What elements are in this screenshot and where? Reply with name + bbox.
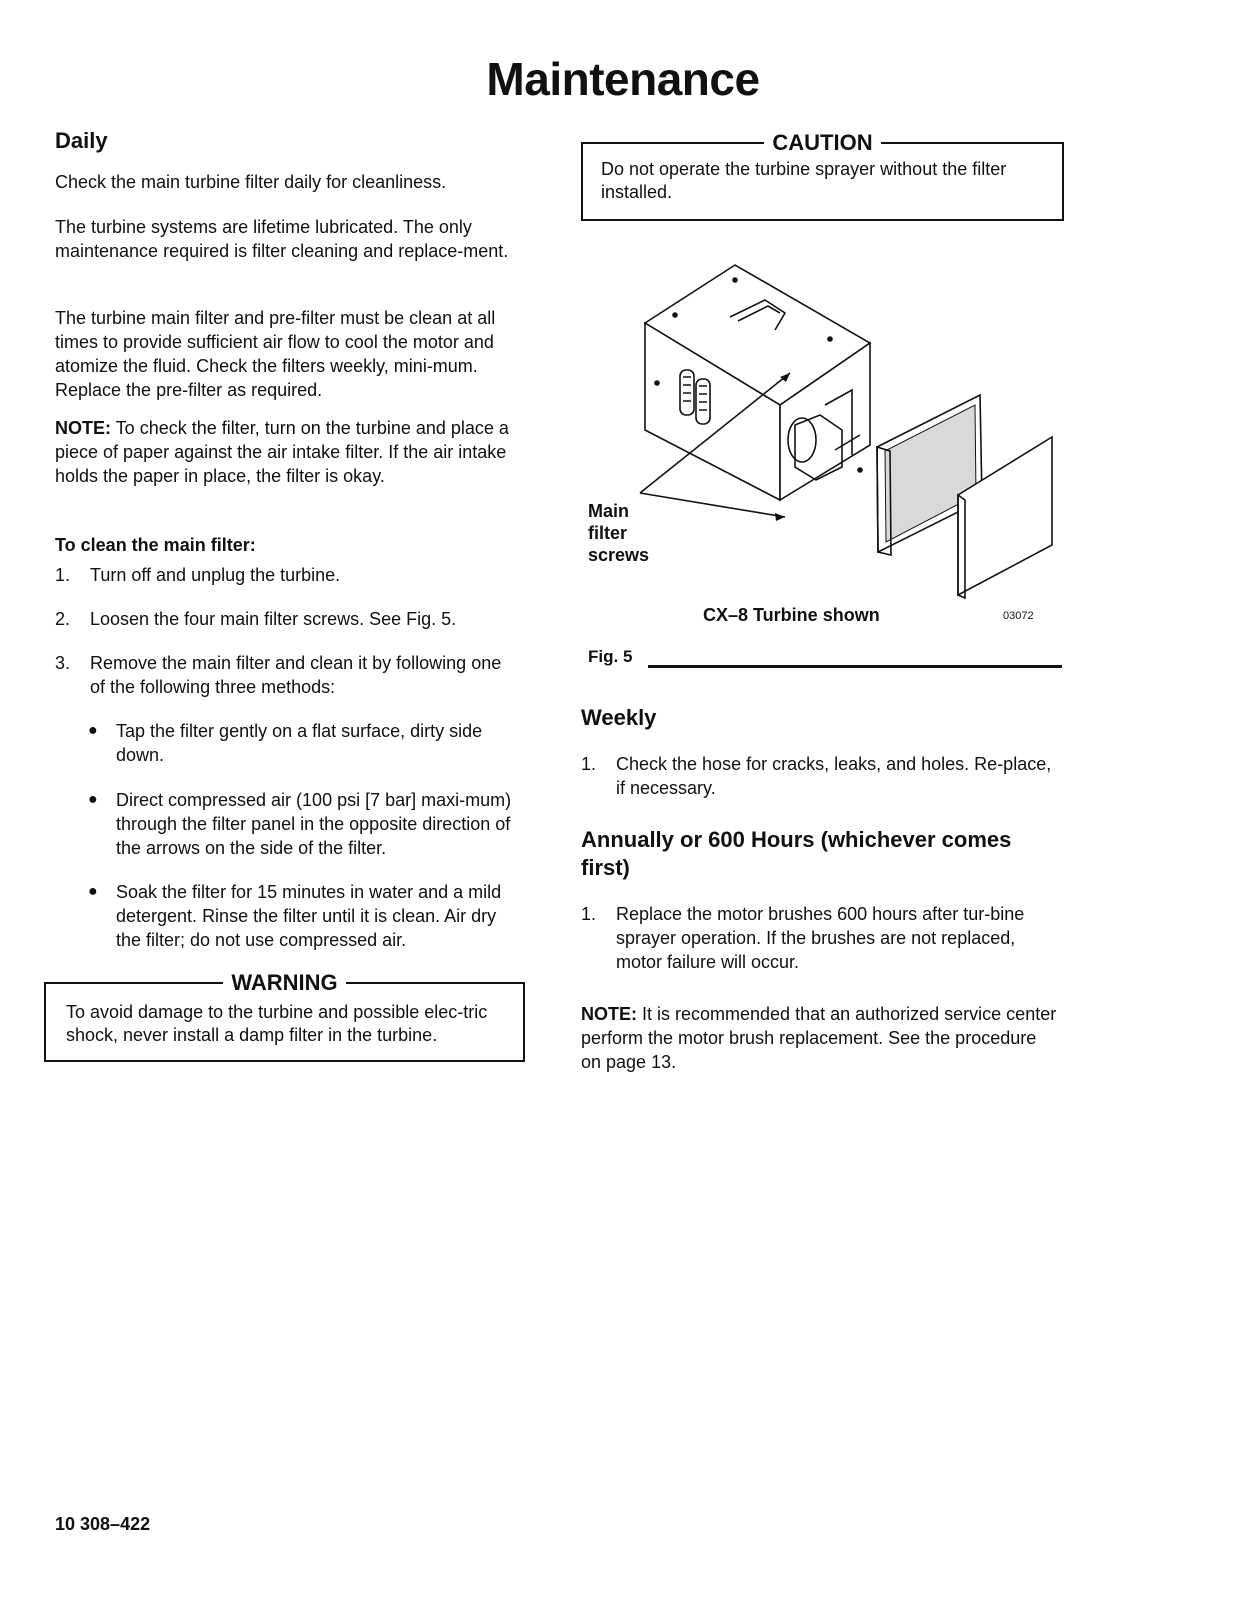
- step-number: 1.: [581, 754, 597, 774]
- step-text: Remove the main filter and clean it by following one of the following three methods:: [90, 653, 502, 697]
- page-footer: 10 308–422: [55, 1514, 151, 1534]
- bullet-icon: ●: [88, 791, 98, 808]
- annually-note: [581, 1002, 1059, 1074]
- bullet-icon: ●: [88, 722, 98, 739]
- bullet-text: Direct compressed air (100 psi [7 bar] maxi-mum) through the filter panel in the opposite direction of the arrows on the side of the filter.: [116, 790, 512, 858]
- page-title: Maintenance: [486, 53, 760, 105]
- turbine-illustration: [580, 255, 1060, 605]
- daily-paragraph-1: Check the main turbine filter daily for cleanliness.: [55, 172, 447, 192]
- note-text: It is recommended that an authorized service center perform the motor brush replacement. See the procedure on page 13.: [581, 1004, 1057, 1072]
- step-number: 3.: [55, 653, 71, 673]
- weekly-heading: Weekly: [581, 705, 657, 730]
- warning-box: [44, 970, 525, 1062]
- callout-text-main: Main: [588, 501, 630, 521]
- callout-text-filter: filter: [588, 523, 628, 543]
- bullet-icon: ●: [88, 883, 98, 900]
- figure-code: 03072: [1003, 610, 1034, 622]
- daily-paragraph-3: The turbine main filter and pre-filter must be clean at all times to provide sufficient air flow to cool the motor and atomize the fluid. Check the filters weekly, mini-mum. Replace the pre-filter as required.: [55, 308, 496, 400]
- step-number: 1.: [55, 565, 71, 585]
- figure-caption: CX–8 Turbine shown: [703, 605, 880, 625]
- step-text: Loosen the four main filter screws. See Fig. 5.: [90, 609, 457, 629]
- warning-label: WARNING: [223, 970, 345, 995]
- step-text: Replace the motor brushes 600 hours after tur-bine sprayer operation. If the brushes are not replaced, motor failure will occur.: [616, 904, 1025, 972]
- annually-heading: Annually or 600 Hours (whichever comes first): [581, 827, 1012, 880]
- caution-box: [581, 130, 1064, 221]
- caution-label: CAUTION: [764, 130, 880, 155]
- clean-filter-heading: To clean the main filter:: [55, 535, 256, 555]
- note-label: NOTE:: [581, 1004, 637, 1024]
- step-number: 2.: [55, 609, 71, 629]
- daily-paragraph-2: The turbine systems are lifetime lubricated. The only maintenance required is filter cleaning and replace-ment.: [55, 217, 509, 261]
- note-label: NOTE:: [55, 418, 111, 438]
- warning-text: To avoid damage to the turbine and possible elec-tric shock, never install a damp filter in the turbine.: [66, 1002, 488, 1045]
- step-text: Check the hose for cracks, leaks, and holes. Re-place, if necessary.: [616, 754, 1052, 798]
- step-number: 1.: [581, 904, 597, 924]
- bullet-text: Soak the filter for 15 minutes in water and a mild detergent. Rinse the filter until it is clean. Air dry the filter; do not use compressed air.: [116, 882, 502, 950]
- step-text: Turn off and unplug the turbine.: [90, 565, 341, 585]
- note-text: To check the filter, turn on the turbine and place a piece of paper against the air intake filter. If the air intake holds the paper in place, the filter is okay.: [55, 418, 509, 486]
- figure-rule: [648, 665, 1062, 668]
- callout-text-screws: screws: [588, 545, 650, 565]
- daily-note: [55, 416, 523, 488]
- bullet-text: Tap the filter gently on a flat surface, dirty side down.: [116, 721, 483, 765]
- figure-label: Fig. 5: [588, 647, 633, 666]
- caution-text: Do not operate the turbine sprayer without the filter installed.: [601, 159, 1007, 202]
- daily-heading: Daily: [55, 128, 108, 153]
